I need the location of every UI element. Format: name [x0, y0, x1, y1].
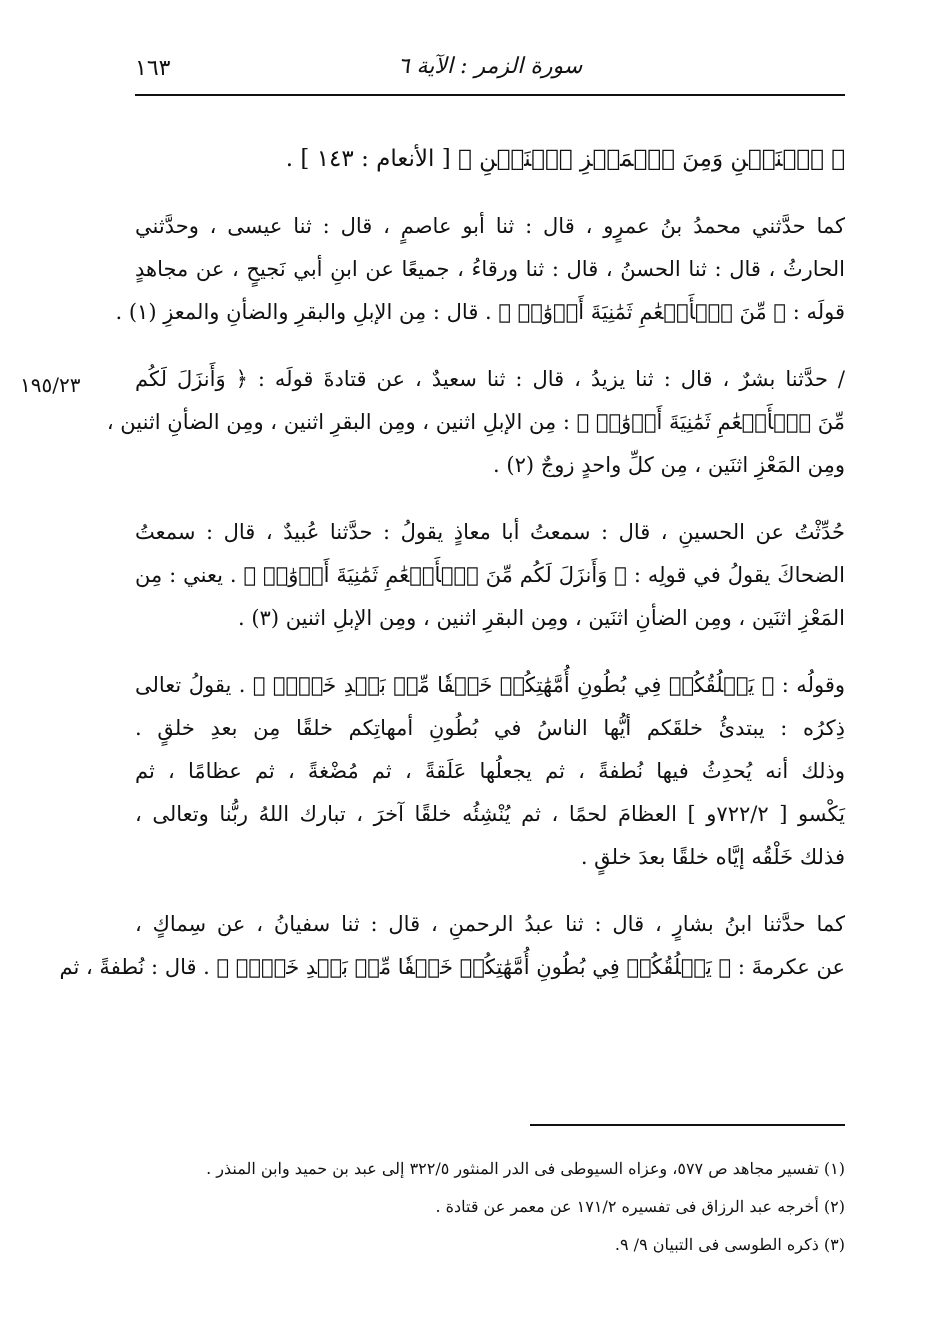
text-line: الحارثُ ، قال : ثنا الحسنُ ، قال : ثنا ورقاءُ ، جميعًا عن ابنِ أبي نَجيحٍ ، عن مجاهدٍ — [135, 257, 845, 281]
footnotes — [135, 1150, 845, 1264]
text-line: كما حدَّثنا ابنُ بشارٍ ، قال : ثنا عبدُ الرحمنِ ، قال : ثنا سفيانُ ، عن سِماكٍ ، — [135, 912, 845, 936]
text-line: ذِكرُه : يبتدئُ خلقَكم أيُّها الناسُ في بُطُونِ أمهاتِكم خلقًا مِن بعدِ خلقٍ . — [135, 716, 845, 740]
text-line: ومِن المَعْزِ اثنَين ، مِن كلِّ واحدٍ زوجٌ (٢) . — [493, 453, 845, 477]
paragraph-6 — [59, 903, 845, 989]
main-text — [59, 138, 845, 1013]
running-head: سورة الزمر : الآية ٦ — [397, 54, 583, 79]
text-line: يَكْسو [ ٧٢٢/٢و ] العظامَ لحمًا ، ثم يُنْشِئُه خلقًا آخرَ ، تبارك اللهُ ربُّنا وتعالى ، — [135, 802, 845, 826]
text-line: مِّنَ ٱلۡأَنۡعَٰمِ ثَمَٰنِيَةَ أَزۡوَٰجٖ ﴾ : مِن الإبلِ اثنين ، ومِن البقرِ اثنين ، ومِن الضأنِ اثنين ، — [106, 410, 845, 434]
margin-reference: ١٩٥/٢٣ — [20, 373, 81, 397]
text-line: كما حدَّثني محمدُ بنُ عمرٍو ، قال : ثنا أبو عاصمٍ ، قال : ثنا عيسى ، وحدَّثني — [135, 214, 845, 238]
text-line: فذلك خَلْقُه إيَّاه خلقًا بعدَ خلقٍ . — [580, 845, 845, 869]
text-line: قولَه : ﴿ مِّنَ ٱلۡأَنۡعَٰمِ ثَمَٰنِيَةَ أَزۡوَٰجٖ ﴾ . قال : مِن الإبلِ والبقرِ والضأنِ والمعزِ (١) . — [115, 300, 845, 324]
footnote-3: (٣) ذكره الطوسى فى التبيان ٩/ ٩. — [614, 1235, 845, 1254]
page-number: ١٦٣ — [135, 56, 171, 81]
text-line: المَعْزِ اثنَين ، ومِن الضأنِ اثنَين ، ومِن البقرِ اثنين ، ومِن الإبلِ اثنين (٣) . — [238, 606, 845, 630]
footnote-divider — [530, 1124, 845, 1126]
text-line: ﴿ ٱثۡنَيۡنِ وَمِنَ ٱلۡمَعۡزِ ٱثۡنَيۡنِ ﴾ [ الأنعام : ١٤٣ ] . — [285, 146, 845, 172]
footnote-2: (٢) أخرجه عبد الرزاق فى تفسيره ١٧١/٢ عن معمر عن قتادة . — [435, 1197, 845, 1216]
footnote-1: (١) تفسير مجاهد ص ٥٧٧، وعزاه السيوطى فى الدر المنثور ٣٢٢/٥ إلى عبد بن حميد وابن المنذر . — [206, 1159, 845, 1178]
text-line: عن عكرمةَ : ﴿ يَخۡلُقُكُمۡ فِي بُطُونِ أُمَّهَٰتِكُمۡ خَلۡقٗا مِّنۢ بَعۡدِ خَلۡقٖ ﴾ . قال : نُطفةً ، ثم — [59, 955, 845, 979]
paragraph-2 — [115, 205, 845, 334]
text-line: الضحاكَ يقولُ في قولِه : ﴿ وَأَنزَلَ لَكُم مِّنَ ٱلۡأَنۡعَٰمِ ثَمَٰنِيَةَ أَزۡوَٰجٖ ﴾ . يعني : مِن — [135, 563, 845, 587]
text-line: / حدَّثنا بشرٌ ، قال : ثنا يزيدُ ، قال : ثنا سعيدٌ ، عن قتادةَ قولَه : ﴿ وَأَنزَلَ لَكُم — [135, 367, 845, 391]
paragraph-1 — [135, 138, 845, 181]
paragraph-5 — [135, 664, 845, 879]
paragraph-3 — [106, 358, 845, 487]
page-header — [135, 48, 845, 96]
text-line: وذلك أنه يُحدِثُ فيها نُطفةً ، ثم يجعلُها عَلَقةً ، ثم مُضْغةً ، ثم عظامًا ، ثم — [135, 759, 845, 783]
text-line: حُدِّثْتُ عن الحسينِ ، قال : سمعتُ أبا معاذٍ يقولُ : حدَّثنا عُبيدٌ ، قال : سمعتُ — [135, 520, 845, 544]
text-line: وقولُه : ﴿ يَخۡلُقُكُمۡ فِي بُطُونِ أُمَّهَٰتِكُمۡ خَلۡقٗا مِّنۢ بَعۡدِ خَلۡقٖ ﴾ . يقولُ تعالى — [135, 673, 845, 697]
paragraph-4 — [135, 511, 845, 640]
